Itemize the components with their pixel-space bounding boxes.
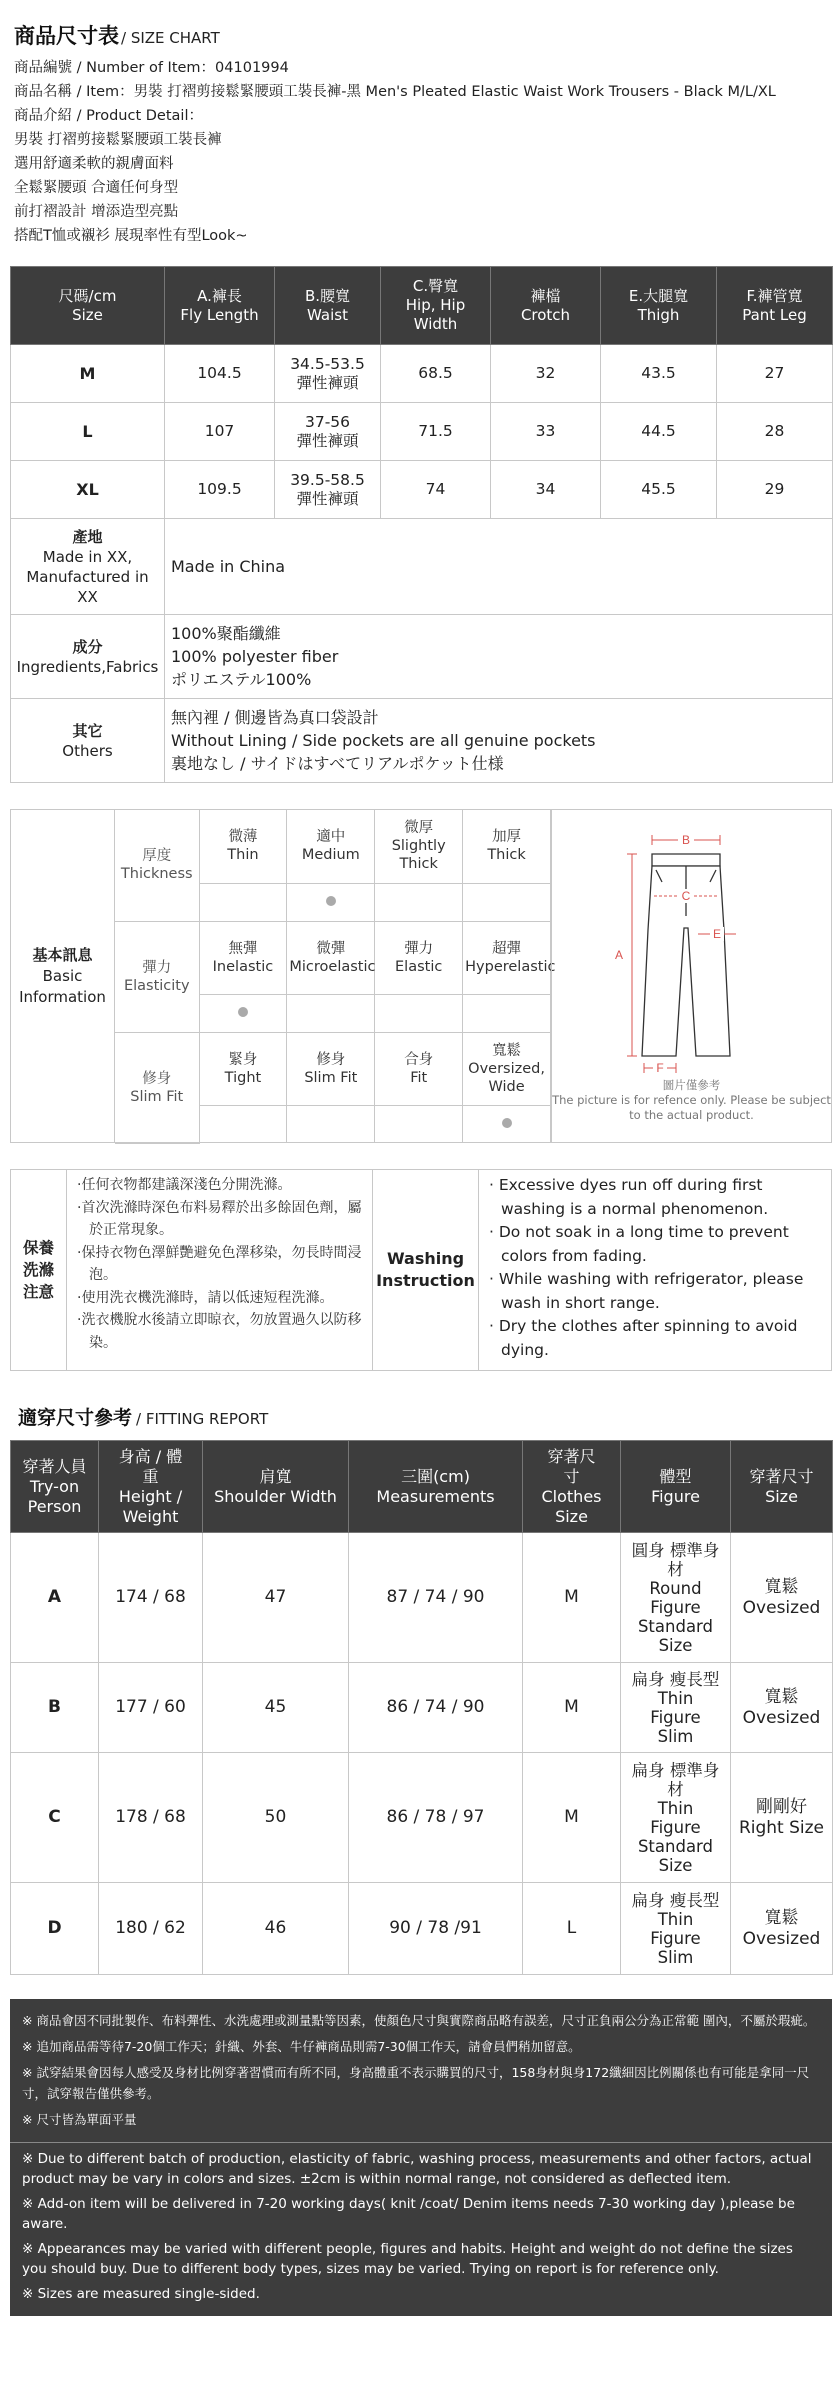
crotch-value: 33 xyxy=(491,403,601,461)
option-thin: 微薄 Thin xyxy=(199,810,287,883)
indicator-cell xyxy=(375,883,463,921)
crotch-value: 32 xyxy=(491,345,601,403)
table-row xyxy=(11,1753,833,1883)
col-header-size: 尺碼/cm Size xyxy=(11,267,165,345)
note-en: ※ Add-on item will be delivered in 7-20 working days( knit /coat/ Denim items needs 7-30 working day ),please be aware. xyxy=(22,2196,795,2232)
option-elastic: 彈力 Elastic xyxy=(375,921,463,994)
slim-fit-category: 修身 Slim Fit xyxy=(115,1032,199,1143)
made-in-value: Made in China xyxy=(165,519,833,615)
figure-value: 扁身 瘦長型 Thin Figure Slim xyxy=(621,1883,731,1975)
indicator-cell xyxy=(199,883,287,921)
others-row xyxy=(11,699,833,783)
list-item: ·任何衣物都建議深淺色分開洗滌。 xyxy=(77,1177,292,1193)
note-en: ※ Due to different batch of production, elasticity of fabric, washing process, measurements and other factors, actual product may be vary in colors and sizes. ±2cm is within normal range, not considered as deflected item. xyxy=(22,2151,812,2187)
height-weight-value: 180 / 62 xyxy=(99,1883,203,1975)
thickness-options-row xyxy=(115,810,551,883)
thigh-value: 44.5 xyxy=(601,403,717,461)
clothes-size-value: M xyxy=(523,1533,621,1663)
note-zh: ※ 追加商品需等待7-20個工作天；針織、外套、牛仔褲商品則需7-30個工作天，請會員們稍加留意。 xyxy=(22,2039,581,2054)
made-in-row xyxy=(11,519,833,615)
size-chart-title xyxy=(14,20,826,50)
product-detail-line: 搭配T恤或襯衫 展現率性有型Look~ xyxy=(14,228,248,244)
basic-information xyxy=(10,809,832,1143)
selected-dot-icon xyxy=(502,1118,512,1128)
hip-value: 68.5 xyxy=(381,345,491,403)
col-header-clothes-size: 穿著尺 寸 Clothes Size xyxy=(523,1441,621,1533)
diagram-caption: 圖片僅參考 The picture is for refence only. Please be subject to the actual product. xyxy=(552,1078,831,1122)
list-item: ·保持衣物色澤鮮艷避免色澤移染，勿長時間浸泡。 xyxy=(77,1244,362,1283)
hip-value: 74 xyxy=(381,461,491,519)
option-slim-fit: 修身 Slim Fit xyxy=(287,1032,375,1105)
fitting-table-header xyxy=(11,1441,833,1533)
measurements-value: 90 / 78 /91 xyxy=(349,1883,523,1975)
notes-panel xyxy=(10,1999,832,2316)
fly-length-value: 109.5 xyxy=(165,461,275,519)
shoulder-value: 46 xyxy=(203,1883,349,1975)
basic-info-label: 基本訊息 Basic Information xyxy=(11,810,115,1142)
product-detail-line: 全鬆緊腰頭 合適任何身型 xyxy=(14,180,179,196)
size-table-header xyxy=(11,267,833,345)
diagram-letter-f: F xyxy=(656,1061,664,1075)
list-item: · Excessive dyes run off during first washing is a normal phenomenon. xyxy=(489,1176,769,1218)
product-detail-label: 商品介紹 / Product Detail： xyxy=(14,108,203,124)
col-header-crotch: 褲檔 Crotch xyxy=(491,267,601,345)
table-row xyxy=(11,1663,833,1753)
fit-result-value: 寬鬆 Ovesized xyxy=(731,1533,833,1663)
person-label: B xyxy=(11,1663,99,1753)
size-label: M xyxy=(11,345,165,403)
list-item: ·首次洗滌時深色布料易釋於出多餘固色劑，屬於正常現象。 xyxy=(77,1199,362,1238)
height-weight-value: 174 / 68 xyxy=(99,1533,203,1663)
size-chart-table xyxy=(10,266,833,783)
option-tight: 緊身 Tight xyxy=(199,1032,287,1105)
waist-value: 34.5-53.5 彈性褲頭 xyxy=(275,345,381,403)
note-en: ※ Sizes are measured single-sided. xyxy=(22,2286,260,2302)
fitting-report-title xyxy=(18,1403,840,1430)
clothes-size-value: M xyxy=(523,1663,621,1753)
made-in-label: 產地 Made in XX, Manufactured in XX xyxy=(11,519,165,615)
diagram-letter-b: B xyxy=(681,833,691,847)
indicator-cell xyxy=(199,1105,287,1143)
option-hyperelastic: 超彈 Hyperelastic xyxy=(463,921,551,994)
indicator-cell xyxy=(463,1105,551,1143)
option-oversized: 寬鬆 Oversized, Wide xyxy=(463,1032,551,1105)
fitting-report-table xyxy=(10,1440,833,1975)
item-number: 商品編號 / Number of Item：04101994 xyxy=(14,60,289,76)
crotch-value: 34 xyxy=(491,461,601,519)
clothes-size-value: M xyxy=(523,1753,621,1883)
fly-length-value: 104.5 xyxy=(165,345,275,403)
washing-instruction xyxy=(10,1169,832,1371)
waist-value: 39.5-58.5 彈性褲頭 xyxy=(275,461,381,519)
table-row xyxy=(11,1533,833,1663)
shoulder-value: 50 xyxy=(203,1753,349,1883)
indicator-cell xyxy=(287,883,375,921)
col-header-fit-size: 穿著尺寸 Size xyxy=(731,1441,833,1533)
shoulder-value: 45 xyxy=(203,1663,349,1753)
shoulder-value: 47 xyxy=(203,1533,349,1663)
col-header-thigh: E.大腿寬 Thigh xyxy=(601,267,717,345)
table-row xyxy=(11,1883,833,1975)
col-header-hip: C.臀寬 Hip, Hip Width xyxy=(381,267,491,345)
basic-info-grid xyxy=(115,810,556,1144)
col-header-measurements: 三圍(cm) Measurements xyxy=(349,1441,523,1533)
size-chart-title-en: / SIZE CHART xyxy=(121,29,220,47)
fit-result-value: 寬鬆 Ovesized xyxy=(731,1883,833,1975)
ingredients-row xyxy=(11,615,833,699)
size-chart-title-zh: 商品尺寸表 xyxy=(14,24,119,48)
ingredients-value: 100%聚酯纖維 100% polyester fiber ポリエステル100% xyxy=(165,615,833,699)
clothes-size-value: L xyxy=(523,1883,621,1975)
note-zh: ※ 尺寸皆為單面平量 xyxy=(22,2112,137,2127)
table-row xyxy=(11,403,833,461)
others-value: 無內裡 / 側邊皆為真口袋設計 Without Lining / Side pockets are all genuine pockets 裏地なし / サイドはすべてリアルポケット仕様 xyxy=(165,699,833,783)
hip-value: 71.5 xyxy=(381,403,491,461)
note-zh: ※ 商品會因不同批製作、布料彈性、水洗處理或測量點等因素，使顏色尺寸與實際商品略有誤差，尺寸正負兩公分為正常範 圍內，不屬於瑕疵。 xyxy=(22,2013,816,2028)
fit-result-value: 寬鬆 Ovesized xyxy=(731,1663,833,1753)
col-header-waist: B.腰寬 Waist xyxy=(275,267,381,345)
person-label: C xyxy=(11,1753,99,1883)
indicator-cell xyxy=(463,883,551,921)
fly-length-value: 107 xyxy=(165,403,275,461)
height-weight-value: 177 / 60 xyxy=(99,1663,203,1753)
table-row xyxy=(11,461,833,519)
indicator-cell xyxy=(375,994,463,1032)
list-item: · Do not soak in a long time to prevent colors from fading. xyxy=(489,1223,789,1265)
size-label: L xyxy=(11,403,165,461)
indicator-cell xyxy=(287,994,375,1032)
elasticity-options-row xyxy=(115,921,551,994)
col-header-fly-length: A.褲長 Fly Length xyxy=(165,267,275,345)
selected-dot-icon xyxy=(326,896,336,906)
ingredients-label: 成分 Ingredients,Fabrics xyxy=(11,615,165,699)
care-label: 保養 洗滌 注意 xyxy=(11,1170,67,1370)
col-header-person: 穿著人員 Try-on Person xyxy=(11,1441,99,1533)
indicator-cell xyxy=(375,1105,463,1143)
option-slightly-thick: 微厚 Slightly Thick xyxy=(375,810,463,883)
size-label: XL xyxy=(11,461,165,519)
figure-value: 圓身 標準身 材 Round Figure Standard Size xyxy=(621,1533,731,1663)
option-fit: 合身 Fit xyxy=(375,1032,463,1105)
product-detail-line: 男裝 打褶剪接鬆緊腰頭工裝長褲 xyxy=(14,132,222,148)
table-row xyxy=(11,345,833,403)
note-zh: ※ 試穿結果會因每人感受及身材比例穿著習慣而有所不同，身高體重不表示購買的尺寸，158身材與身172纖細因比例關係也有可能是拿同一尺寸，試穿報告僅供參考。 xyxy=(22,2065,810,2101)
thigh-value: 45.5 xyxy=(601,461,717,519)
measurements-value: 87 / 74 / 90 xyxy=(349,1533,523,1663)
diagram-letter-a: A xyxy=(614,948,624,962)
pant-leg-value: 28 xyxy=(717,403,833,461)
col-header-height-weight: 身高 / 體 重 Height / Weight xyxy=(99,1441,203,1533)
washing-instruction-heading: Washing Instruction xyxy=(373,1170,479,1370)
measurements-value: 86 / 74 / 90 xyxy=(349,1663,523,1753)
indicator-cell xyxy=(463,994,551,1032)
note-en: ※ Appearances may be varied with different people, figures and habits. Height and weight do not define the sizes you should buy. Due to different body types, sizes may be varied. Trying on report is for reference only. xyxy=(22,2241,793,2277)
measurements-value: 86 / 78 / 97 xyxy=(349,1753,523,1883)
fitting-title-en: / FITTING REPORT xyxy=(136,1410,269,1428)
option-inelastic: 無彈 Inelastic xyxy=(199,921,287,994)
slim-fit-options-row xyxy=(115,1032,551,1105)
thigh-value: 43.5 xyxy=(601,345,717,403)
others-label: 其它 Others xyxy=(11,699,165,783)
item-name: 商品名稱 / Item：男裝 打褶剪接鬆緊腰頭工裝長褲-黑 Men's Pleated Elastic Waist Work Trousers - Black M/L/XL xyxy=(14,84,776,100)
option-thick: 加厚 Thick xyxy=(463,810,551,883)
list-item: · Dry the clothes after spinning to avoid dying. xyxy=(489,1317,798,1359)
option-microelastic: 微彈 Microelastic xyxy=(287,921,375,994)
fitting-title-zh: 適穿尺寸參考 xyxy=(18,1407,133,1429)
care-zh-list xyxy=(67,1170,373,1370)
elasticity-category: 彈力 Elasticity xyxy=(115,921,199,1032)
fit-result-value: 剛剛好 Right Size xyxy=(731,1753,833,1883)
selected-dot-icon xyxy=(238,1007,248,1017)
figure-value: 扁身 瘦長型 Thin Figure Slim xyxy=(621,1663,731,1753)
product-detail-line: 選用舒適柔軟的親膚面料 xyxy=(14,156,174,172)
pant-leg-value: 29 xyxy=(717,461,833,519)
thickness-category: 厚度 Thickness xyxy=(115,810,199,921)
trousers-diagram xyxy=(551,810,831,1142)
list-item: · While washing with refrigerator, please wash in short range. xyxy=(489,1270,804,1312)
notes-divider xyxy=(10,2142,832,2143)
pant-leg-value: 27 xyxy=(717,345,833,403)
person-label: D xyxy=(11,1883,99,1975)
product-intro xyxy=(0,0,840,248)
indicator-cell xyxy=(199,994,287,1032)
product-detail-line: 前打褶設計 增添造型亮點 xyxy=(14,204,179,220)
diagram-letter-c: C xyxy=(681,889,691,903)
option-medium: 適中 Medium xyxy=(287,810,375,883)
col-header-figure: 體型 Figure xyxy=(621,1441,731,1533)
indicator-cell xyxy=(287,1105,375,1143)
col-header-shoulder: 肩寬 Shoulder Width xyxy=(203,1441,349,1533)
col-header-pant-leg: F.褲管寬 Pant Leg xyxy=(717,267,833,345)
diagram-letter-e: E xyxy=(712,927,722,941)
waist-value: 37-56 彈性褲頭 xyxy=(275,403,381,461)
figure-value: 扁身 標準身 材 Thin Figure Standard Size xyxy=(621,1753,731,1883)
list-item: ·使用洗衣機洗滌時，請以低速短程洗滌。 xyxy=(77,1289,334,1306)
list-item: ·洗衣機脫水後請立即晾衣，勿放置過久以防移染。 xyxy=(77,1312,362,1351)
person-label: A xyxy=(11,1533,99,1663)
care-en-list xyxy=(479,1170,831,1370)
height-weight-value: 178 / 68 xyxy=(99,1753,203,1883)
